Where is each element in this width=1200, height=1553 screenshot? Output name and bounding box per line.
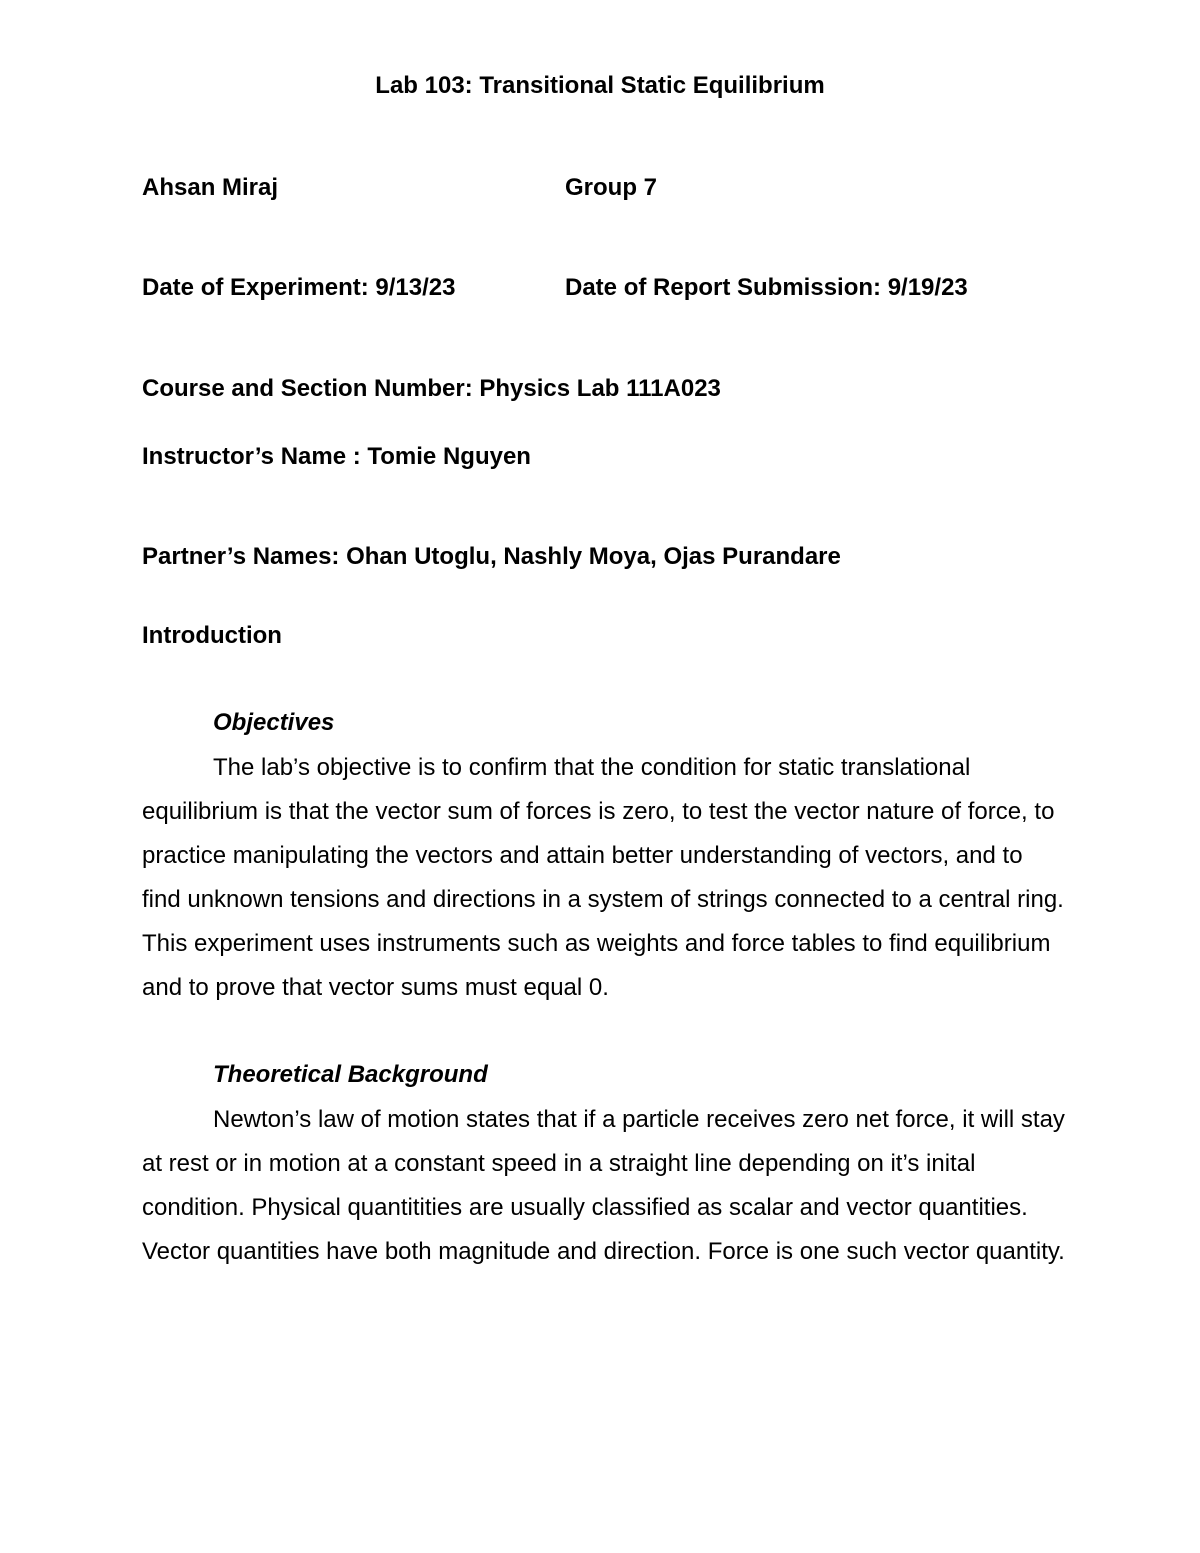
document-title: Lab 103: Transitional Static Equilibrium [375,72,825,99]
date-of-submission: Date of Report Submission: 9/19/23 [565,274,968,301]
instructor-name: Instructor’s Name : Tomie Nguyen [142,443,531,470]
author-name: Ahsan Miraj [142,174,279,201]
group-number: Group 7 [565,174,658,201]
date-of-experiment: Date of Experiment: 9/13/23 [142,274,456,301]
objectives-paragraph: The lab’s objective is to confirm that the condition for static translational equilibrium is that the vector sum of forces is zero, to test the vector nature of force, to practice manipulating the vectors and attain better understanding of vectors, and to find unknown tensions and directions in a system of strings connected to a central ring. This experiment uses instruments such as weights and force tables to find equilibrium and to prove that vector sums must equal 0. [142,754,1064,1001]
partner-names: Partner’s Names: Ohan Utoglu, Nashly Moya, Ojas Purandare [142,543,841,570]
objectives-heading: Objectives [213,709,335,736]
introduction-heading: Introduction [142,622,282,649]
course-section: Course and Section Number: Physics Lab 111A023 [142,375,721,402]
theoretical-background-heading: Theoretical Background [213,1061,488,1088]
theoretical-background-paragraph: Newton’s law of motion states that if a particle receives zero net force, it will stay at rest or in motion at a constant speed in a straight line depending on it’s inital condition. Physical quantitities are usually classified as scalar and vector quantities. Vector quantities have both magnitude and direction. Force is one such vector quantity. [142,1106,1065,1265]
